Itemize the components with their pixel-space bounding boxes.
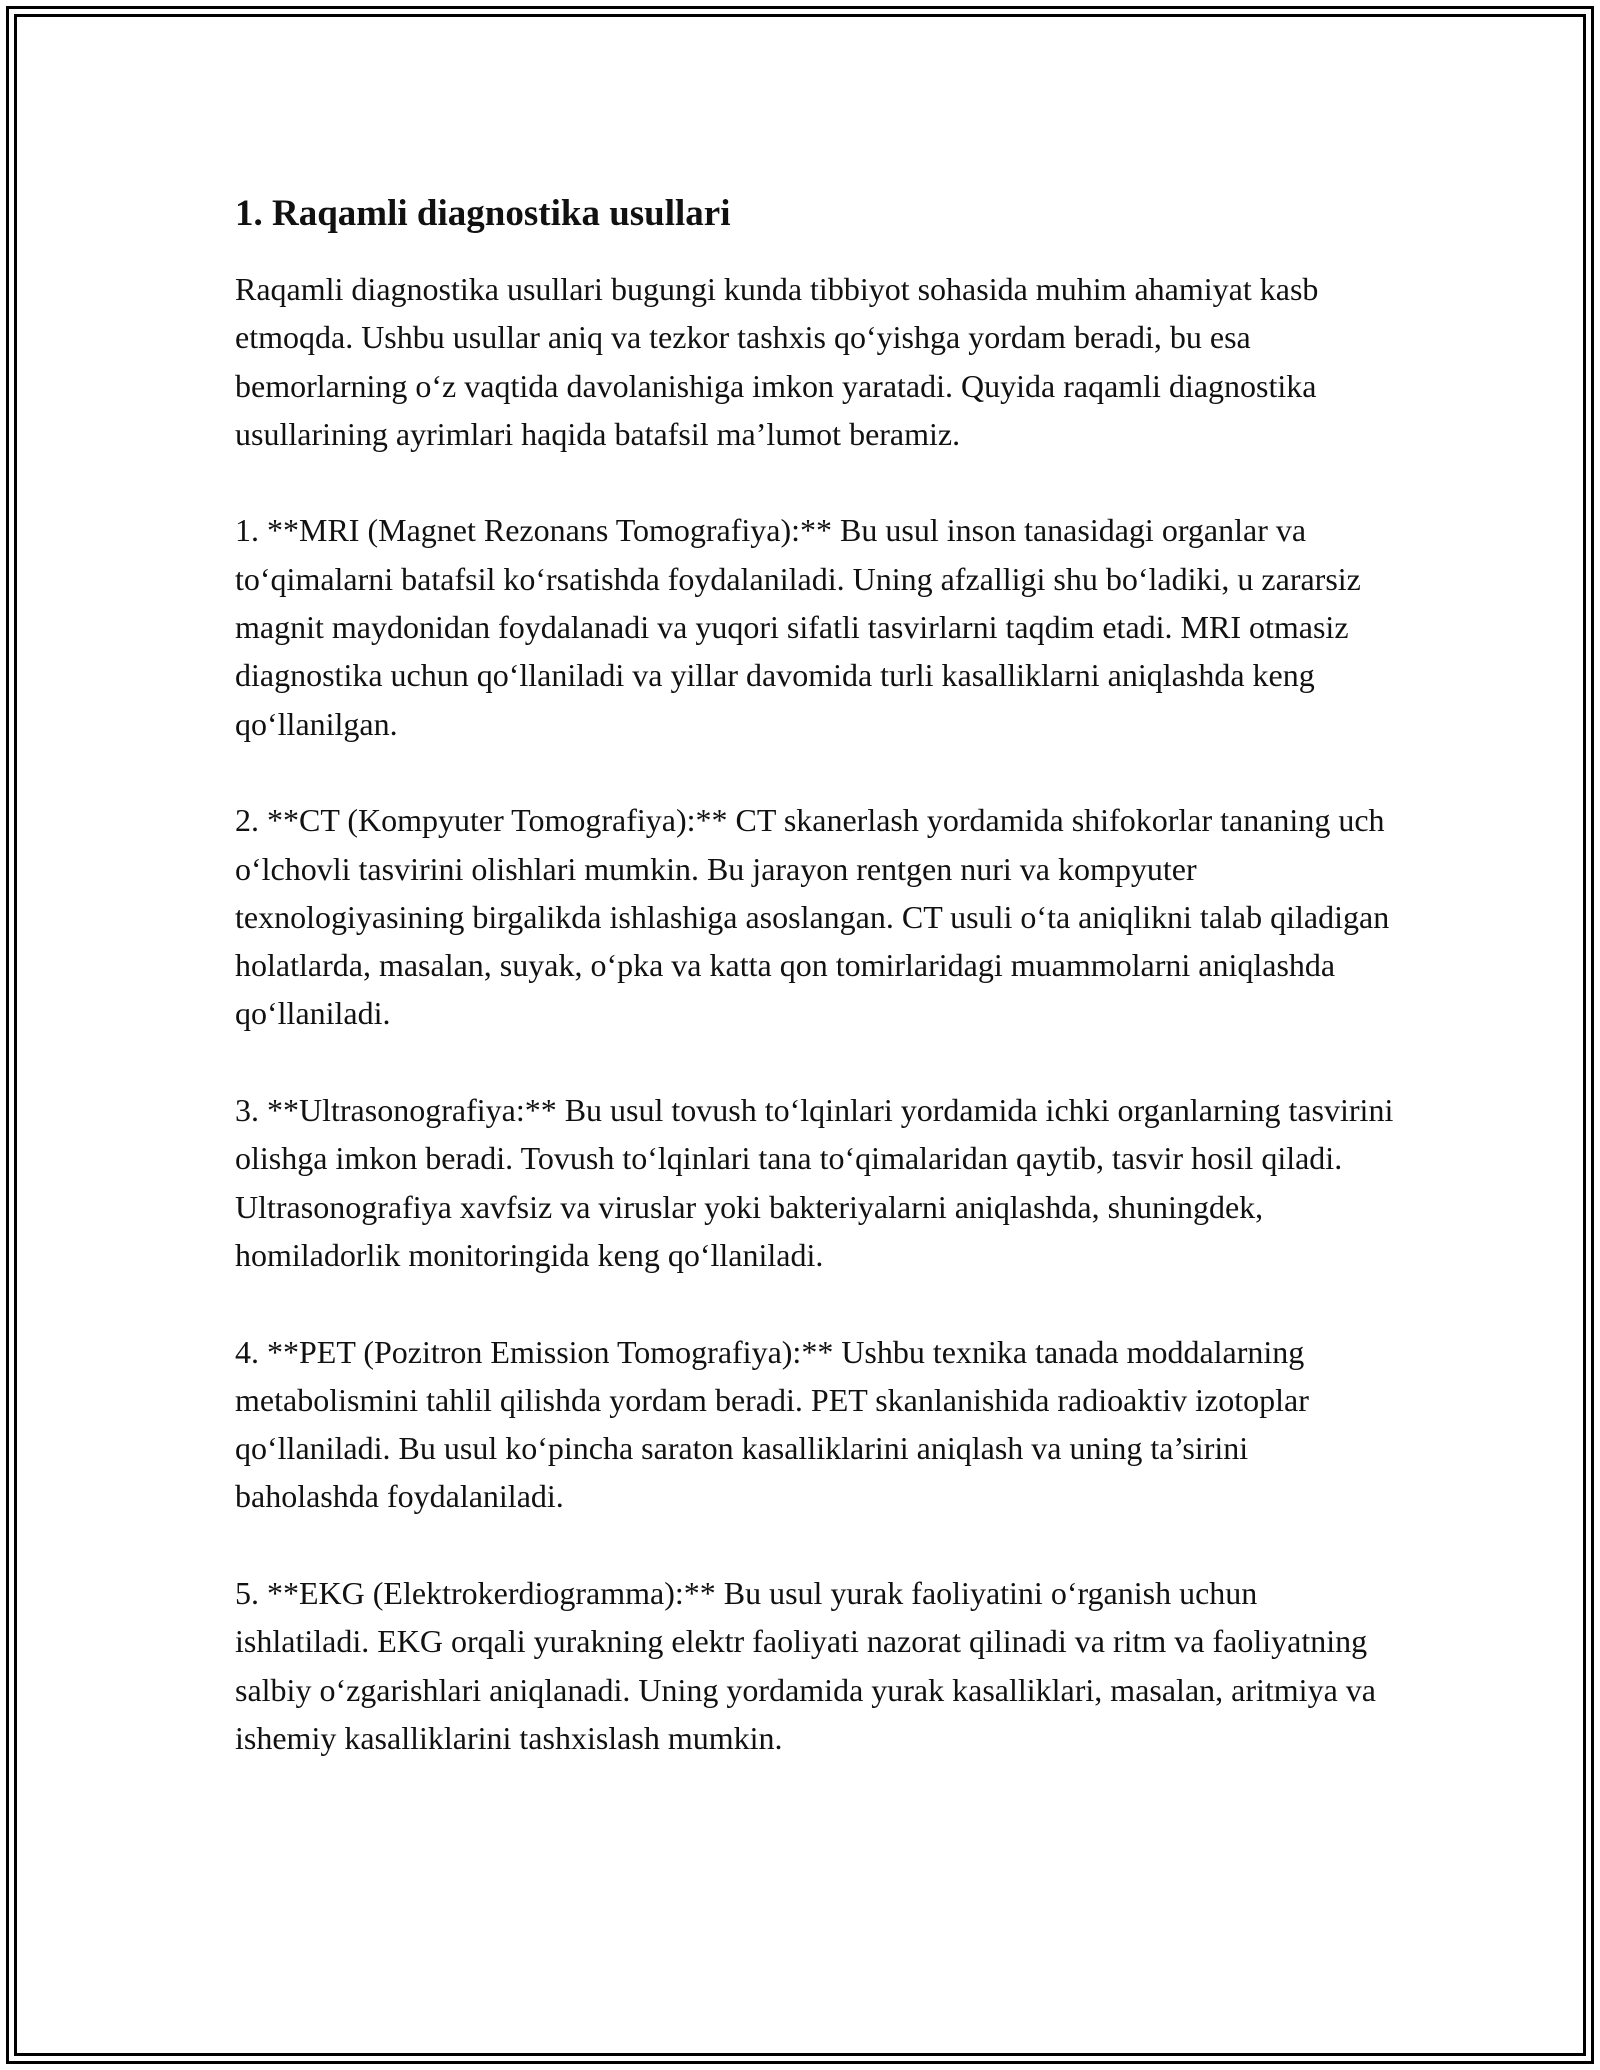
document-body: [235, 185, 1395, 1811]
section-title: 1. Raqamli diagnostika usullari: [235, 193, 731, 234]
paragraph-mri: 1. **MRI (Magnet Rezonans Tomografiya):** Bu usul inson tanasidagi organlar va to‘qimalarni batafsil ko‘rsatishda foydalaniladi. Uning afzalligi shu bo‘ladiki, u zararsiz magnit maydonidan foydalanadi va yuqori sifatli tasvirlarni taqdim etadi. MRI otmasiz diagnostika uchun qo‘llaniladi va yillar davomida turli kasalliklarni aniqlashda keng qo‘llanilgan.: [235, 512, 1361, 742]
paragraph-ultrasonography: 3. **Ultrasonografiya:** Bu usul tovush to‘lqinlari yordamida ichki organlarning tasvirini olishga imkon beradi. Tovush to‘lqinlari tana to‘qimalaridan qaytib, tasvir hosil qiladi. Ultrasonografiya xavfsiz va viruslar yoki bakteriyalarni aniqlashda, shuningdek, homiladorlik monitoringida keng qo‘llaniladi.: [235, 1092, 1394, 1273]
intro-paragraph: Raqamli diagnostika usullari bugungi kunda tibbiyot sohasida muhim ahamiyat kasb etmoqda. Ushbu usullar aniq va tezkor tashxis qo‘yishga yordam beradi, bu esa bemorlarning o‘z vaqtida davolanishiga imkon yaratadi. Quyida raqamli diagnostika usullarining ayrimlari haqida batafsil ma’lumot beramiz.: [235, 271, 1319, 452]
paragraph-ekg: 5. **EKG (Elektrokerdiogramma):** Bu usul yurak faoliyatini o‘rganish uchun ishlatiladi. EKG orqali yurakning elektr faoliyati nazorat qilinadi va ritm va faoliyatning salbiy o‘zgarishlari aniqlanadi. Uning yordamida yurak kasalliklari, masalan, aritmiya va ishemiy kasalliklarini tashxislash mumkin.: [235, 1575, 1376, 1756]
paragraph-pet: 4. **PET (Pozitron Emission Tomografiya):** Ushbu texnika tanada moddalarning metabolismini tahlil qilishda yordam beradi. PET skanlanishida radioaktiv izotoplar qo‘llaniladi. Bu usul ko‘pincha saraton kasalliklarini aniqlash va uning ta’sirini baholashda foydalaniladi.: [235, 1333, 1309, 1515]
paragraph-ct: 2. **CT (Kompyuter Tomografiya):** CT skanerlash yordamida shifokorlar tananing uch o‘lchovli tasvirini olishlari mumkin. Bu jarayon rentgen nuri va kompyuter texnologiyasining birgalikda ishlashiga asoslangan. CT usuli o‘ta aniqlikni talab qiladigan holatlarda, masalan, suyak, o‘pka va katta qon tomirlaridagi muammolarni aniqlashda qo‘llaniladi.: [235, 802, 1390, 1032]
